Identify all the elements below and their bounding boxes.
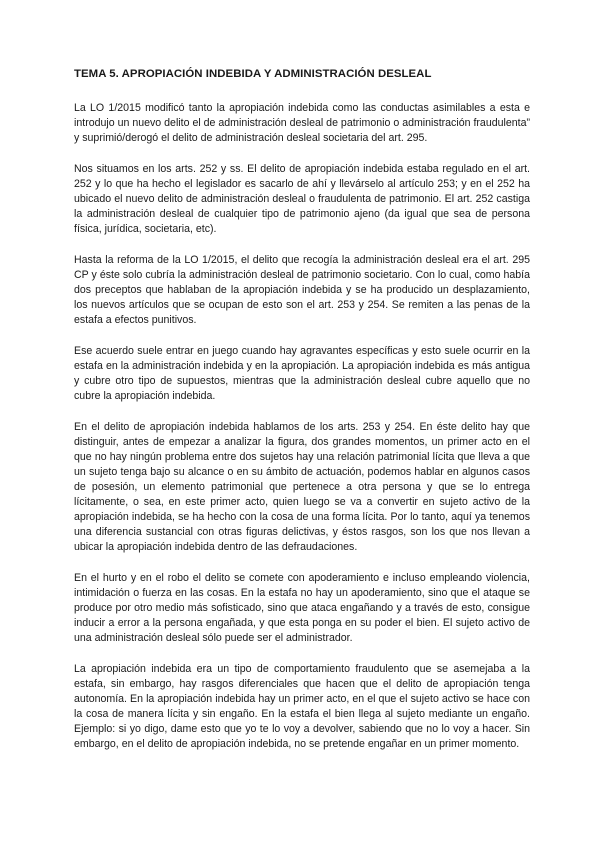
paragraph: Hasta la reforma de la LO 1/2015, el delito que recogía la administración desleal era el art. 295 CP y éste solo cubría la administración desleal de patrimonio societario. Con lo cual, como había dos preceptos que hablaban de la apropiación indebida y se ha producido un desplazamiento, los nuevos artículos que se ocupan de esto son el art. 253 y 254. Se remiten a las penas de la estafa a efectos punitivos. <box>74 254 530 326</box>
document-title: TEMA 5. APROPIACIÓN INDEBIDA Y ADMINISTRACIÓN DESLEAL <box>74 68 432 80</box>
paragraph: En el delito de apropiación indebida hablamos de los arts. 253 y 254. En éste delito hay que distinguir, antes de empezar a analizar la figura, dos grandes momentos, un primer acto en el que no hay ningún problema entre dos sujetos hay una relación patrimonial lícita que lleva a que un sujeto tenga bajo su alcance o en su ámbito de actuación, podemos hablar en algunos casos de posesión, un elemento patrimonial que pertenece a otra persona y que se lo entrega lícitamente, o sea, en este primer acto, quien luego se va a convertir en sujeto activo de la apropiación indebida, se ha hecho con la cosa de una forma lícita. Por lo tanto, aquí ya tenemos una diferencia sustancial con otras figuras delictivas, y éstos rasgos, son los que nos llevan a ubicar la apropiación indebida dentro de las defraudaciones. <box>74 421 530 553</box>
paragraph: La apropiación indebida era un tipo de comportamiento fraudulento que se asemejaba a la estafa, sin embargo, hay rasgos diferenciales que hacen que el delito de apropiación tenga autonomía. En la apropiación indebida hay un primer acto, en el que el sujeto activo se hace con la cosa de manera lícita y sin engaño. En la estafa el bien llega al sujeto mediante un engaño. Ejemplo: si yo digo, dame esto que yo te lo voy a devolver, sabiendo que no lo voy a hacer. Sin embargo, en el delito de apropiación indebida, no se pretende engañar en un primer momento. <box>74 663 530 750</box>
paragraph: Ese acuerdo suele entrar en juego cuando hay agravantes específicas y esto suele ocurrir en la estafa en la administración indebida y en la apropiación. La apropiación indebida es más antigua y cubre otro tipo de supuestos, mientras que la administración desleal cubre aquello que no cubre la apropiación indebida. <box>74 345 530 402</box>
paragraph: Nos situamos en los arts. 252 y ss. El delito de apropiación indebida estaba regulado en el art. 252 y lo que ha hecho el legislador es sacarlo de ahí y llevárselo al artículo 253; y en el 252 ha ubicado el nuevo delito de administración desleal o fraudulenta de patrimonio. El art. 252 castiga la administración desleal de cualquier tipo de patrimonio ajeno (da igual que sea de persona física, jurídica, societaria, etc). <box>74 163 530 235</box>
paragraph: En el hurto y en el robo el delito se comete con apoderamiento e incluso empleando violencia, intimidación o fuerza en las cosas. En la estafa no hay un apoderamiento, sino que el ataque se produce por otro medio más sofisticado, sino que ataca engañando y a través de esto, consigue inducir a error a la persona engañada, y que esta ponga en su poder el bien. El sujeto activo de una administración desleal sólo puede ser el administrador. <box>74 572 530 644</box>
paragraph: La LO 1/2015 modificó tanto la apropiación indebida como las conductas asimilables a esta e introdujo un nuevo delito el de administración desleal de patrimonio o administración fraudulenta” y suprimió/derogó el delito de administración desleal societaria del art. 295. <box>74 102 530 144</box>
document-page <box>74 66 530 768</box>
